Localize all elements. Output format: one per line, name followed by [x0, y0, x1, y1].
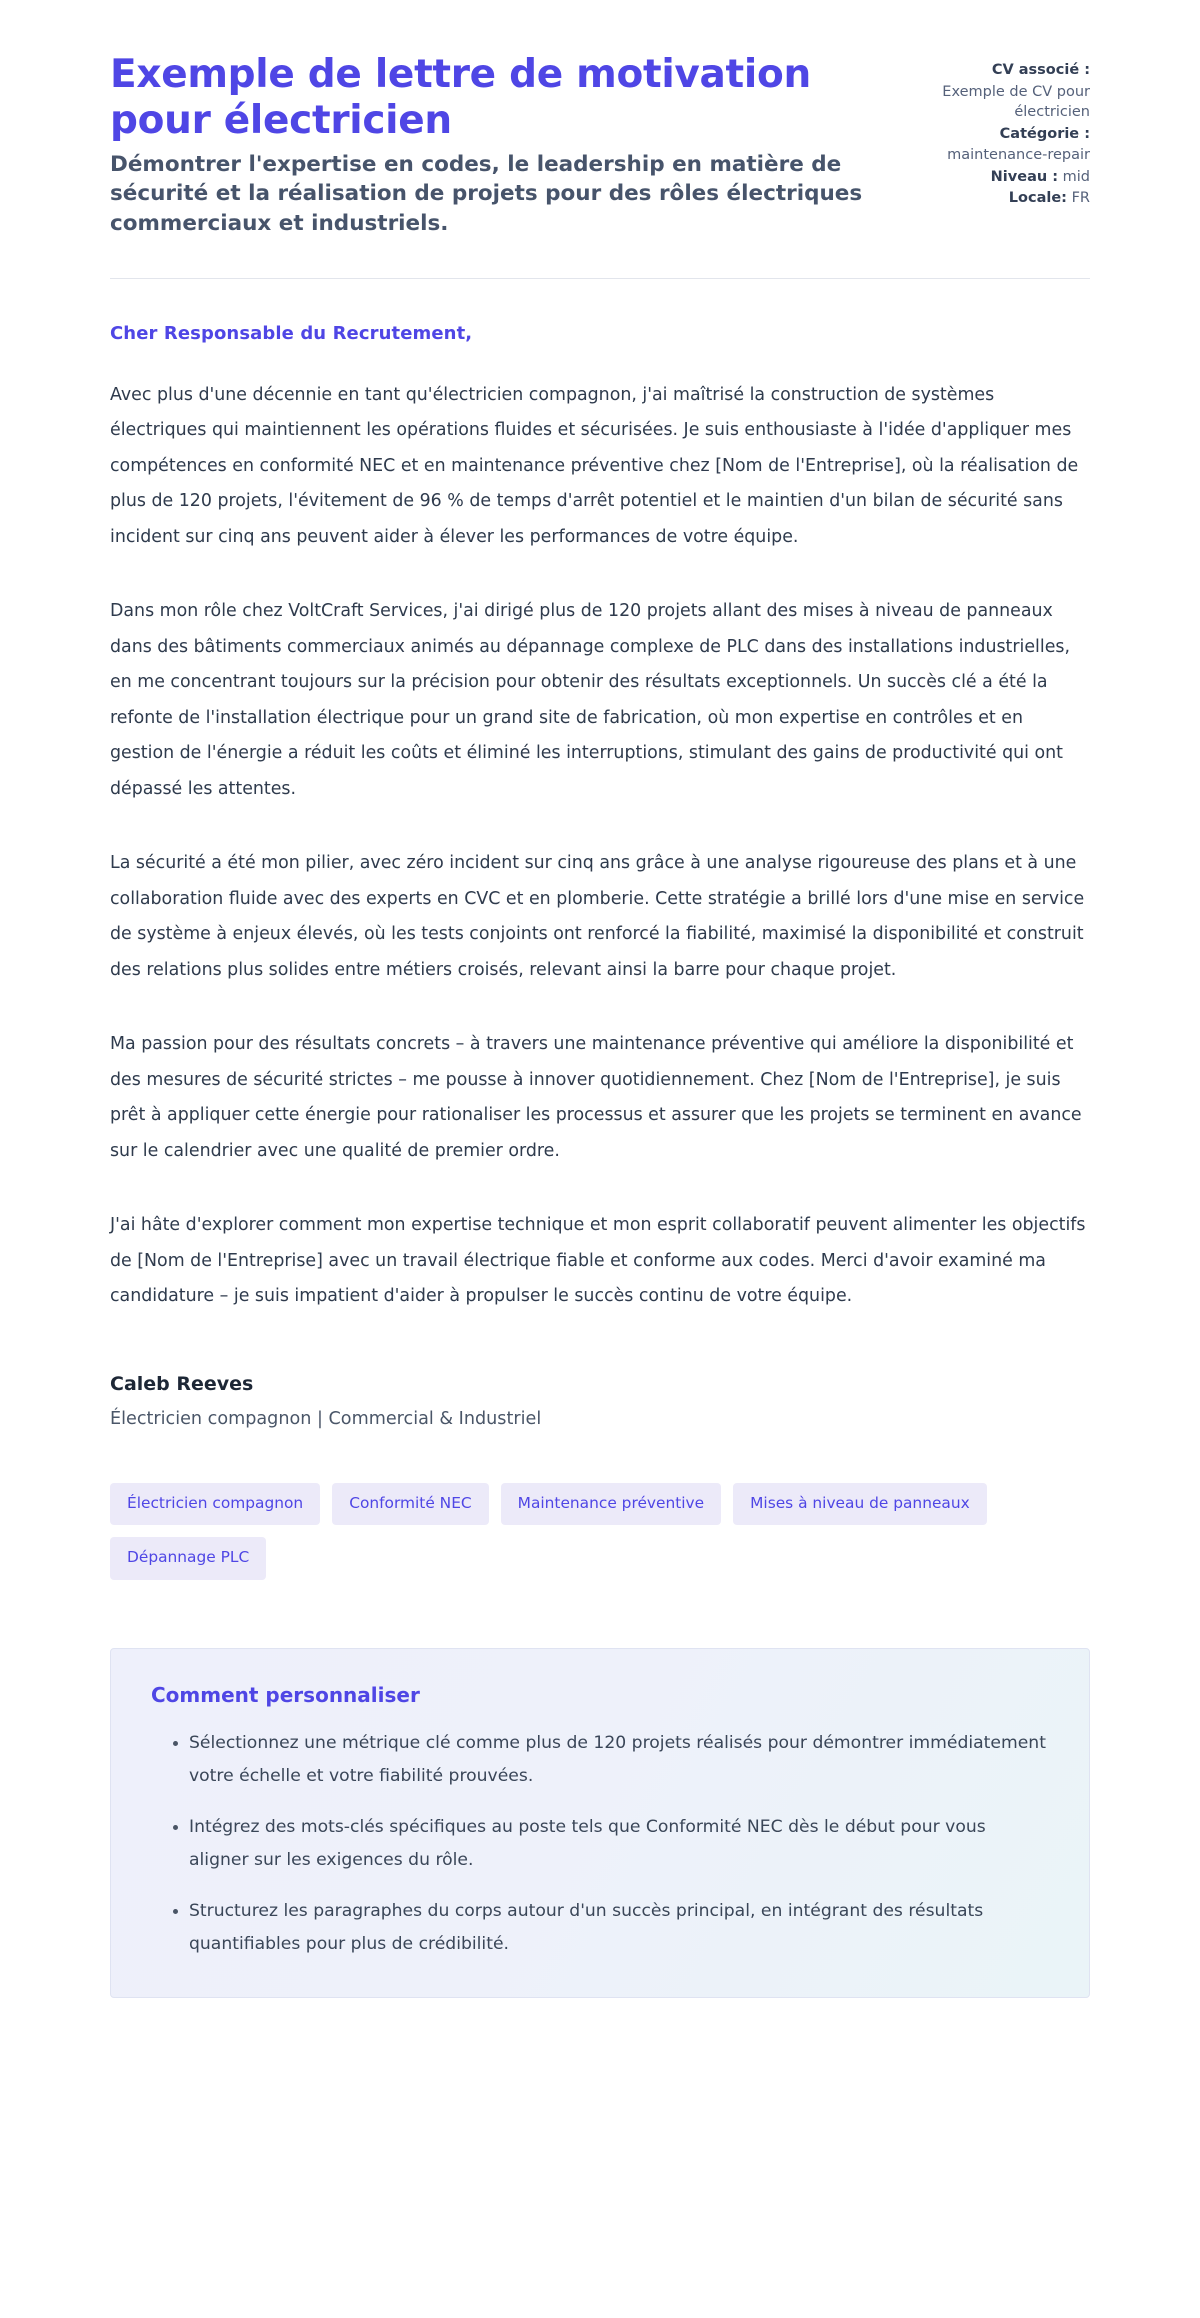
callout-tip-item: Structurez les paragraphes du corps autour d'un succès principal, en intégrant des résultats quantifiables pour plus de crédibilité.	[173, 1895, 1049, 1961]
meta-value-resume-row	[930, 82, 1090, 123]
meta-value-category-row	[930, 145, 1090, 166]
page-title: Exemple de lettre de motivation pour électricien	[110, 52, 811, 144]
callout-tip-item: Sélectionnez une métrique clé comme plus de 120 projets réalisés pour démontrer immédiatement votre échelle et votre fiabilité prouvées.	[173, 1727, 1049, 1793]
meta-row-category	[930, 124, 1090, 145]
letter-salutation: Cher Responsable du Recrutement,	[110, 322, 473, 344]
skill-tag[interactable]: Maintenance préventive	[501, 1483, 721, 1525]
letter-paragraph: Avec plus d'une décennie en tant qu'électricien compagnon, j'ai maîtrisé la construction de systèmes électriques qui maintiennent les opérations fluides et sécurisées. Je suis enthousiaste à l'idée d'appliquer mes compétences en conformité NEC et en maintenance préventive chez [Nom de l'Entreprise], où la réalisation de plus de 120 projets, l'évitement de 96 % de temps d'arrêt potentiel et le maintien d'un bilan de sécurité sans incident sur cinq ans peuvent aider à élever les performances de votre équipe.	[110, 384, 1079, 547]
meta-label-locale: Locale:	[1008, 190, 1067, 207]
meta-value-locale: FR	[1071, 190, 1090, 207]
letter-paragraph: Dans mon rôle chez VoltCraft Services, j'ai dirigé plus de 120 projets allant des mises à niveau de panneaux dans des bâtiments commerciaux animés au dépannage complexe de PLC dans des installations industrielles, en me concentrant toujours sur la précision pour obtenir des résultats exceptionnels. Un succès clé a été la refonte de l'installation électrique pour un grand site de fabrication, où mon expertise en contrôles et en gestion de l'énergie a réduit les coûts et éliminé les interruptions, stimulant des gains de productivité qui ont dépassé les attentes.	[110, 601, 1071, 799]
meta-label-level: Niveau :	[990, 168, 1059, 185]
skill-tag[interactable]: Mises à niveau de panneaux	[733, 1483, 987, 1525]
meta-value-category: maintenance-repair	[947, 147, 1090, 164]
meta-row-level	[930, 167, 1090, 188]
letter-paragraph: J'ai hâte d'explorer comment mon expertise technique et mon esprit collaboratif peuvent alimenter les objectifs de [Nom de l'Entreprise] avec un travail électrique fiable et conforme aux codes. Merci d'avoir examiné ma candidature – je suis impatient d'aider à propulser le succès continu de votre équipe.	[110, 1215, 1086, 1307]
meta-row-resume	[930, 60, 1090, 81]
letter-paragraph: La sécurité a été mon pilier, avec zéro incident sur cinq ans grâce à une analyse rigoureuse des plans et à une collaboration fluide avec des experts en CVC et en plomberie. Cette stratégie a brillé lors d'une mise en service de système à enjeux élevés, où les tests conjoints ont renforcé la fiabilité, maximisé la disponibilité et construit des relations plus solides entre métiers croisés, relevant ainsi la barre pour chaque projet.	[110, 853, 1085, 980]
letter-paragraph: Ma passion pour des résultats concrets – à travers une maintenance préventive qui améliore la disponibilité et des mesures de sécurité strictes – me pousse à innover quotidiennement. Chez [Nom de l'Entreprise], je suis prêt à appliquer cette énergie pour rationaliser les processus et assurer que les projets se terminent en avance sur le calendrier avec une qualité de premier ordre.	[110, 1034, 1082, 1161]
signature-block	[110, 1373, 1090, 1429]
skill-tag[interactable]: Conformité NEC	[332, 1483, 488, 1525]
callout-tip-item: Intégrez des mots-clés spécifiques au poste tels que Conformité NEC dès le début pour vous aligner sur les exigences du rôle.	[173, 1811, 1049, 1877]
customization-callout	[110, 1648, 1090, 1998]
page-subtitle: Démontrer l'expertise en codes, le leadership en matière de sécurité et la réalisation de projets pour des rôles électriques commerciaux et industriels.	[110, 152, 863, 236]
skill-tag[interactable]: Électricien compagnon	[110, 1483, 320, 1525]
skill-tag[interactable]: Dépannage PLC	[110, 1537, 266, 1579]
header-title-block	[110, 52, 890, 238]
page-header	[110, 0, 1090, 238]
meta-value-level: mid	[1062, 168, 1090, 185]
document-metadata	[930, 52, 1090, 210]
callout-tip-list	[151, 1727, 1049, 1961]
meta-row-locale	[930, 188, 1090, 209]
meta-label-resume: CV associé :	[991, 62, 1090, 78]
skill-tag-list	[110, 1483, 1090, 1580]
letter-body	[110, 279, 1090, 1315]
meta-label-category: Catégorie :	[999, 125, 1090, 142]
callout-title: Comment personnaliser	[151, 1682, 420, 1707]
signature-role: Électricien compagnon | Commercial & Industriel	[110, 1408, 542, 1429]
signature-name: Caleb Reeves	[110, 1372, 254, 1395]
meta-value-resume: Exemple de CV pour électricien	[942, 83, 1090, 121]
